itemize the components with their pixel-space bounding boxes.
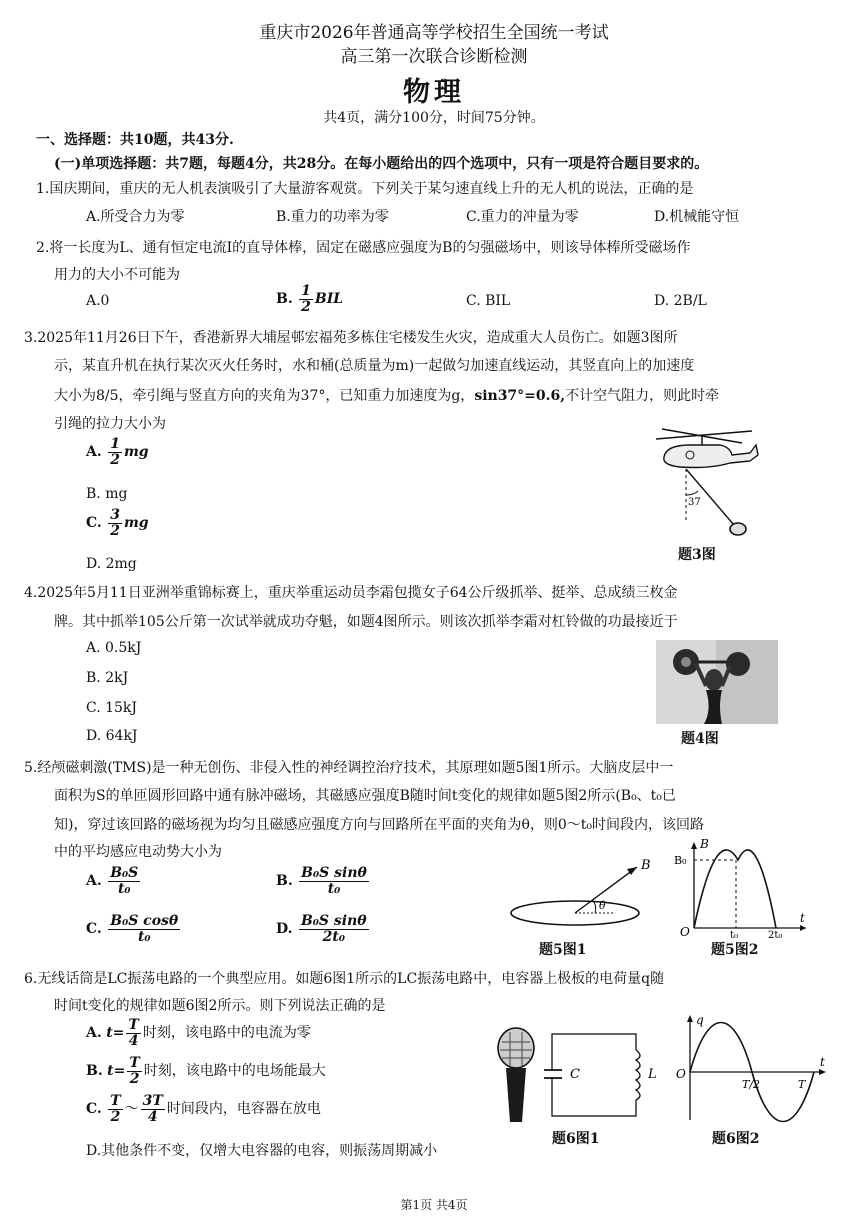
water-bucket xyxy=(730,523,746,535)
fraction-den: 2 xyxy=(110,451,120,468)
half-period-label: T/2 xyxy=(742,1078,761,1091)
q1-option-c: C.重力的冲量为零 xyxy=(466,209,579,225)
q1-option-d: D.机械能守恒 xyxy=(654,209,740,225)
q5-option-d-label: D. xyxy=(276,921,293,938)
q5-stem-line4: 中的平均感应电动势大小为 xyxy=(54,844,222,860)
q1-stem: 1.国庆期间，重庆的无人机表演吸引了大量游客观赏。下列关于某匀速直线上升的无人机的说法，正确的是 xyxy=(36,181,694,197)
q1-option-b: B.重力的功率为零 xyxy=(276,209,389,225)
q6-option-c-label: C. xyxy=(86,1101,102,1118)
q3-stem-part-a: 大小为8/5，牵引绳与竖直方向的夹角为37°，已知重力加速度为g， xyxy=(54,388,475,404)
axis-label-b: B xyxy=(700,837,709,851)
q3-stem-line4: 引绳的拉力大小为 xyxy=(54,416,166,432)
q5-option-b-label: B. xyxy=(276,873,293,890)
fraction-den: 2 xyxy=(301,298,311,315)
q3-stem-part-c: 不计空气阻力，则此时牵 xyxy=(565,388,720,404)
axis-label-t: t xyxy=(820,1055,825,1069)
q4-option-a: A. 0.5kJ xyxy=(86,640,142,656)
b-axis-arrow xyxy=(691,842,697,849)
axis-label-q: q xyxy=(696,1013,704,1027)
q5-stem-line3: 知)，穿过该回路的磁场视为均匀且磁感应强度方向与回路所在平面的夹角为θ，则0～t₀时间段内，该回路 xyxy=(54,817,705,833)
helicopter-body xyxy=(664,445,758,468)
q2-stem-line1: 2.将一长度为L、通有恒定电流I的直导体棒，固定在磁感应强度为B的匀强磁场中，则该导体棒所受磁场作 xyxy=(36,240,691,256)
q6-option-c-fraction2 xyxy=(141,1094,165,1124)
q5-option-b xyxy=(276,866,371,896)
q6-option-b xyxy=(86,1056,326,1086)
fraction-den: 2 xyxy=(110,1108,121,1125)
fraction-den: 4 xyxy=(147,1108,158,1125)
fraction-num: 3 xyxy=(110,507,120,523)
q5-option-a-fraction xyxy=(108,866,140,896)
axis-label-t: t xyxy=(800,911,805,925)
fraction-num: T xyxy=(128,1017,139,1033)
q2-option-b-label: B. xyxy=(276,291,293,308)
fraction-den: 4 xyxy=(128,1032,139,1049)
q6-figure1-caption: 题6图1 xyxy=(552,1131,600,1147)
t-axis-arrow xyxy=(800,925,806,931)
q6-option-a-tail: 时刻，该电路中的电流为零 xyxy=(142,1025,311,1042)
microphone-icon xyxy=(498,1028,534,1122)
q2-option-b-tail: BIL xyxy=(314,291,344,308)
q5-option-c-label: C. xyxy=(86,921,102,938)
fraction-den: 2 xyxy=(110,522,120,539)
fraction-den: t₀ xyxy=(327,880,341,897)
q4-option-d: D. 64kJ xyxy=(86,728,138,744)
fraction-num: B₀S xyxy=(110,865,139,881)
q3-option-b: B. mg xyxy=(86,486,128,502)
q5-figure2-caption: 题5图2 xyxy=(711,942,759,958)
q6-figure2-graph xyxy=(672,1012,832,1124)
athlete-head xyxy=(705,669,723,691)
q6-figure2-caption: 题6图2 xyxy=(712,1131,760,1147)
q5-option-b-fraction xyxy=(299,866,369,896)
q3-sin-value: sin37°=0.6, xyxy=(474,388,566,404)
q5-stem-line1: 5.经颅磁刺激(TMS)是一种无创伤、非侵入性的神经调控治疗技术，其原理如题5图1所示。大脑皮层中一 xyxy=(24,760,674,776)
q5-figure1-loop xyxy=(505,855,655,935)
q6-option-a-fraction xyxy=(126,1018,140,1048)
fraction-num: 1 xyxy=(301,283,311,299)
q5-stem-line2: 面积为S的单匝圆形回路中通有脉冲磁场，其磁感应强度B随时间t变化的规律如题5图2所示(B₀、t₀已 xyxy=(54,788,676,804)
angle-arc xyxy=(593,901,596,913)
q6-option-a-label: A. xyxy=(86,1025,102,1042)
fraction-num: 3T xyxy=(142,1093,163,1109)
q6-option-a-prefix: t= xyxy=(106,1025,125,1042)
q6-option-c-fraction1 xyxy=(108,1094,122,1124)
q4-stem-line1: 4.2025年5月11日亚洲举重锦标赛上，重庆举重运动员李霜包揽女子64公斤级抓举、挺举、总成绩三枚金 xyxy=(24,585,678,601)
q3-helicopter-figure xyxy=(650,425,770,545)
q6-figure1-circuit xyxy=(494,1026,664,1126)
q2-option-b-fraction xyxy=(299,284,313,314)
q2-option-d: D. 2B/L xyxy=(654,293,707,309)
q3-option-c xyxy=(86,508,149,538)
q4-option-b: B. 2kJ xyxy=(86,670,129,686)
q6-option-b-prefix: t= xyxy=(107,1063,126,1080)
fraction-den: 2t₀ xyxy=(322,928,345,945)
b-curve xyxy=(694,850,776,928)
fraction-den: t₀ xyxy=(137,928,151,945)
section-heading: 一、选择题：共10题，共43分. xyxy=(36,132,234,148)
exam-title: 重庆市2026年普通高等学校招生全国统一考试 xyxy=(259,23,609,43)
period-label: T xyxy=(798,1078,806,1091)
q5-option-d-fraction xyxy=(299,914,369,944)
q6-option-a xyxy=(86,1018,311,1048)
fraction-num: B₀S sinθ xyxy=(301,865,367,881)
q2-option-a: A.0 xyxy=(86,293,110,309)
fraction-den: t₀ xyxy=(117,880,131,897)
q3-option-a xyxy=(86,437,149,467)
q5-option-a-label: A. xyxy=(86,873,102,890)
angle-label: 37 xyxy=(688,497,701,508)
q1-option-a: A.所受合力为零 xyxy=(86,209,185,225)
field-label-b: B xyxy=(641,858,651,873)
t0-label: t₀ xyxy=(730,930,739,941)
q3-stem-line2: 示，某直升机在执行某次灭火任务时，水和桶(总质量为m)一起做匀加速直线运动，其竖直向上的加速度 xyxy=(54,358,695,374)
circuit-loop xyxy=(552,1034,636,1116)
capacitor-gap xyxy=(546,1070,560,1078)
b0-label: B₀ xyxy=(674,854,687,867)
q4-figure-caption: 题4图 xyxy=(681,731,719,747)
q3-option-c-label: C. xyxy=(86,515,102,532)
q3-option-c-fraction xyxy=(108,508,122,538)
exam-subtitle: 高三第一次联合诊断检测 xyxy=(340,47,528,67)
fraction-num: B₀S cosθ xyxy=(110,913,179,929)
t-axis-arrow xyxy=(819,1069,826,1075)
q3-option-a-tail: mg xyxy=(123,444,149,461)
q5-figure2-graph xyxy=(672,837,812,941)
q3-option-a-label: A. xyxy=(86,444,102,461)
fraction-num: 1 xyxy=(110,436,120,452)
q2-stem-line2: 用力的大小不可能为 xyxy=(54,267,180,283)
q3-stem-line3 xyxy=(54,385,719,405)
q6-option-c-tilde: ～ xyxy=(124,1101,139,1118)
section-instruction: (一)单项选择题：共7题，每题4分，共28分。在每小题给出的四个选项中，只有一项是符合题目要求的。 xyxy=(54,156,709,172)
fraction-num: T xyxy=(129,1055,140,1071)
exam-info: 共4页，满分100分，时间75分钟。 xyxy=(323,110,545,126)
fraction-den: 2 xyxy=(129,1070,140,1087)
origin-label: O xyxy=(676,1067,686,1081)
page-footer: 第1页 共4页 xyxy=(400,1198,468,1212)
q6-option-c-tail: 时间段内，电容器在放电 xyxy=(166,1101,321,1118)
rotor-blade xyxy=(656,431,752,439)
q6-option-b-tail: 时刻，该电路中的电场能最大 xyxy=(143,1063,326,1080)
2t0-label: 2t₀ xyxy=(768,930,783,941)
q3-figure-caption: 题3图 xyxy=(678,547,716,563)
q6-stem-line2: 时间t变化的规律如题6图2所示。则下列说法正确的是 xyxy=(54,998,386,1014)
subject-title: 物理 xyxy=(403,77,465,108)
q3-option-a-fraction xyxy=(108,437,122,467)
q4-option-c: C. 15kJ xyxy=(86,700,138,716)
weightlifter-photo xyxy=(656,640,778,724)
q6-option-c xyxy=(86,1094,321,1124)
q3-option-d: D. 2mg xyxy=(86,556,137,572)
q3-option-c-tail: mg xyxy=(123,515,149,532)
inductor-label: L xyxy=(648,1067,657,1082)
fraction-num: T xyxy=(110,1093,121,1109)
q6-option-b-label: B. xyxy=(86,1063,103,1080)
q6-stem-line1: 6.无线话筒是LC振荡电路的一个典型应用。如题6图1所示的LC振荡电路中，电容器上极板的电荷量q随 xyxy=(24,971,665,987)
barbell-plate-right xyxy=(726,652,750,676)
q5-option-c xyxy=(86,914,182,944)
q5-option-c-fraction xyxy=(108,914,180,944)
angle-label-theta: θ xyxy=(599,899,606,912)
fraction-num: B₀S sinθ xyxy=(300,913,367,929)
origin-label: O xyxy=(680,925,690,939)
q2-option-b xyxy=(276,284,343,314)
q2-option-c: C. BIL xyxy=(466,293,511,309)
q-axis-arrow xyxy=(687,1015,693,1022)
q4-stem-line2: 牌。其中抓举105公斤第一次试举就成功夺魁，如题4图所示。则该次抓举李霜对杠铃做的功最接近于 xyxy=(54,614,678,630)
q3-stem-line1: 3.2025年11月26日下午，香港新界大埔屋邨宏福苑多栋住宅楼发生火灾，造成重大人员伤亡。如题3图所 xyxy=(24,330,678,346)
capacitor-label: C xyxy=(570,1067,580,1082)
q6-option-d: D.其他条件不变，仅增大电容器的电容，则振荡周期减小 xyxy=(86,1143,438,1159)
barbell-hub-left xyxy=(681,657,691,667)
q5-option-d xyxy=(276,914,371,944)
angle-arc xyxy=(686,491,698,495)
q6-option-b-fraction xyxy=(127,1056,141,1086)
q5-option-a xyxy=(86,866,142,896)
q5-figure1-caption: 题5图1 xyxy=(539,942,587,958)
